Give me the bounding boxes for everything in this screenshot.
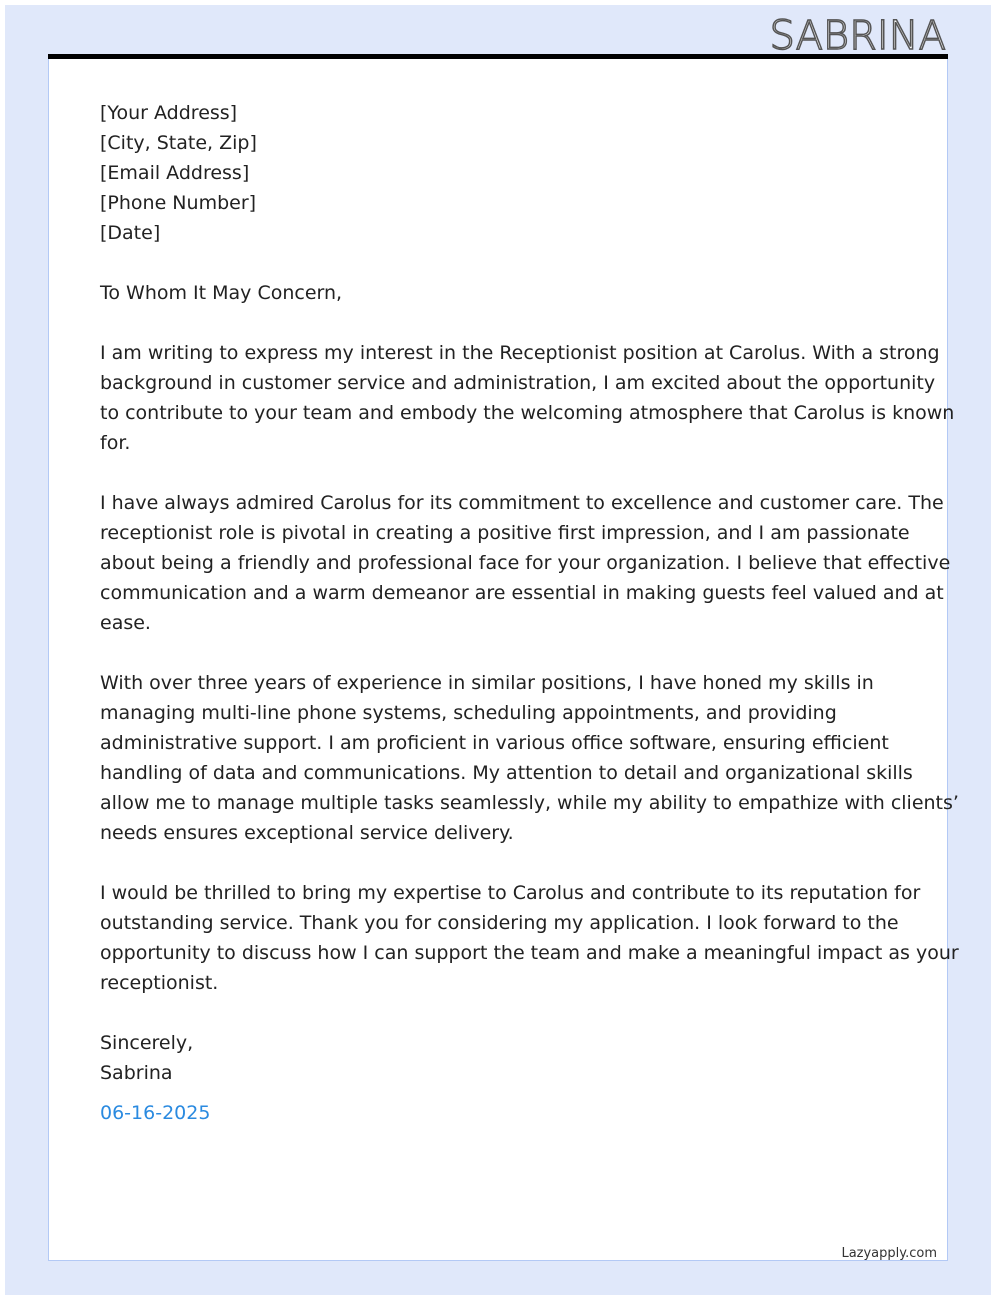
sender-block xyxy=(100,98,920,248)
paragraph-line: allow me to manage multiple tasks seamlessly, while my ability to empathize with clients’ xyxy=(100,792,959,814)
paragraph-line: communication and a warm demeanor are essential in making guests feel valued and at xyxy=(100,582,944,604)
sender-city: [City, State, Zip] xyxy=(100,132,257,154)
salutation-text: To Whom It May Concern, xyxy=(100,282,343,304)
paragraph-line: opportunity to discuss how I can support the team and make a meaningful impact as your xyxy=(100,942,959,964)
sender-address: [Your Address] xyxy=(100,102,238,124)
sender-email: [Email Address] xyxy=(100,162,250,184)
closing: Sincerely, xyxy=(100,1032,194,1054)
paragraph-line: I am writing to express my interest in the Receptionist position at Carolus. With a strong xyxy=(100,342,940,364)
paragraph-line: to contribute to your team and embody the welcoming atmosphere that Carolus is known xyxy=(100,402,955,424)
letter-body xyxy=(100,98,959,1128)
paragraph-line: ease. xyxy=(100,612,151,634)
salutation xyxy=(100,278,920,308)
signature: Sabrina xyxy=(100,1062,173,1084)
paragraph-line: needs ensures exceptional service delivery. xyxy=(100,822,514,844)
letter-date: 06-16-2025 xyxy=(100,1102,211,1124)
paragraph-line: receptionist role is pivotal in creating a positive first impression, and I am passionate xyxy=(100,522,910,544)
paragraph-line: background in customer service and administration, I am excited about the opportunity xyxy=(100,372,936,394)
closing-block xyxy=(100,1028,920,1088)
paragraph-line: handling of data and communications. My attention to detail and organizational skills xyxy=(100,762,913,784)
paragraph-line: for. xyxy=(100,432,131,454)
body-paragraph xyxy=(100,488,951,638)
paragraph-line: administrative support. I am proficient in various office software, ensuring efficient xyxy=(100,732,889,754)
sender-phone: [Phone Number] xyxy=(100,192,257,214)
footer-brand: Lazyapply.com xyxy=(841,1246,937,1261)
paragraph-line: I would be thrilled to bring my expertise to Carolus and contribute to its reputation for xyxy=(100,882,921,904)
paragraph-line: receptionist. xyxy=(100,972,219,994)
paragraph-line: managing multi-line phone systems, scheduling appointments, and providing xyxy=(100,702,837,724)
paragraph-line: I have always admired Carolus for its commitment to excellence and customer care. The xyxy=(100,492,944,514)
body-paragraph xyxy=(100,668,959,848)
sender-date: [Date] xyxy=(100,222,161,244)
body-paragraph xyxy=(100,338,955,458)
body-paragraph xyxy=(100,878,959,998)
paragraph-line: about being a friendly and professional face for your organization. I believe that effective xyxy=(100,552,951,574)
paragraph-line: outstanding service. Thank you for considering my application. I look forward to the xyxy=(100,912,899,934)
paragraph-line: With over three years of experience in similar positions, I have honed my skills in xyxy=(100,672,874,694)
name-logo: SABRINA xyxy=(769,13,946,59)
